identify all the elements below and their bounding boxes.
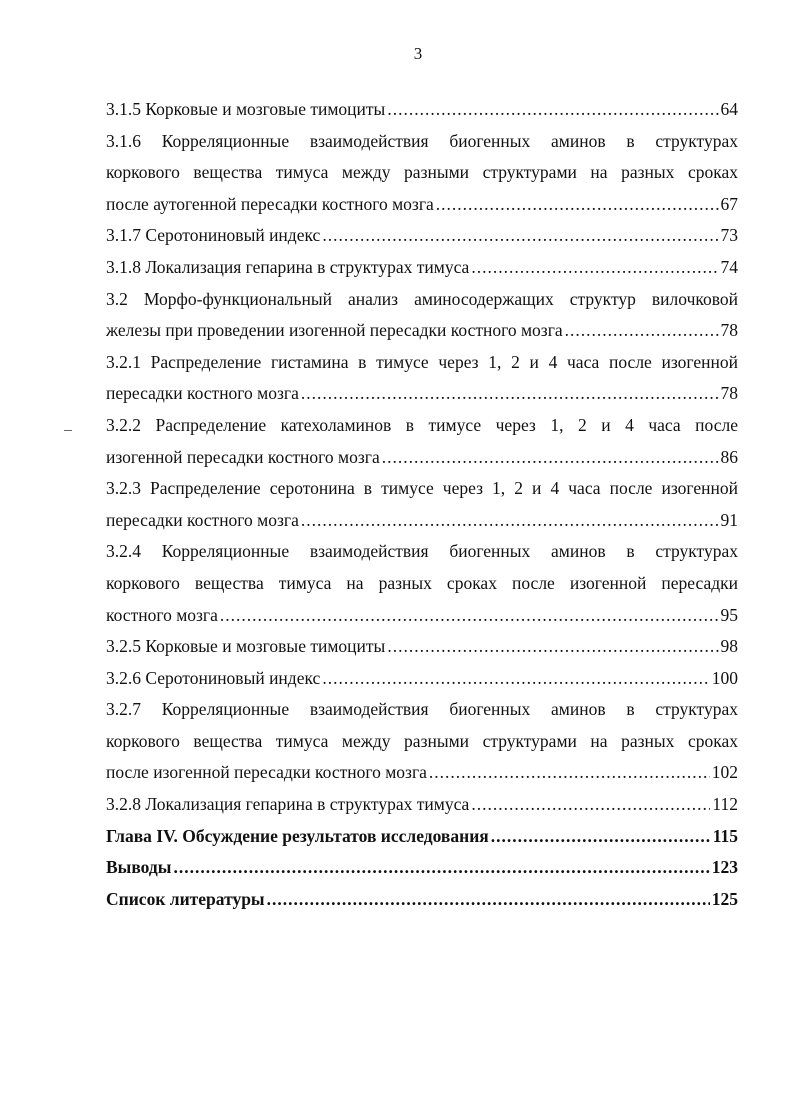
toc-dot-leader: [173, 852, 709, 884]
toc-dot-leader: [436, 189, 719, 221]
toc-dot-leader: [491, 821, 711, 853]
toc-entry-line: коркового вещества тимуса между разными структурами на разных сроках: [106, 162, 738, 183]
toc-entry-line: [106, 663, 738, 695]
toc-entry-text: 3.1.5 Корковые и мозговые тимоциты: [106, 99, 386, 119]
toc-entry-line: [106, 378, 738, 410]
toc-dot-leader: [322, 663, 709, 695]
toc-entry-text: 3.2.6 Серотониновый индекс: [106, 667, 321, 688]
toc-page-number: 123: [711, 857, 738, 878]
toc-entry-line: 3.2 Морфо-функциональный анализ аминосодержащих структур вилочковой: [106, 288, 738, 309]
toc-entry-line: [106, 631, 738, 663]
toc-page-number: 98: [720, 636, 738, 657]
toc-entry-line: 3.2.2 Распределение катехоламинов в тимусе через 1, 2 и 4 часа после: [106, 414, 738, 435]
toc-entry-text: Выводы: [106, 857, 172, 878]
toc-entry-line: [106, 442, 738, 474]
page-number: 3: [413, 44, 423, 63]
toc-entry-line: [106, 757, 738, 789]
toc-entry-line: [106, 884, 738, 916]
margin-mark: [64, 430, 72, 431]
toc-dot-leader: [220, 600, 719, 632]
toc-page-number: 115: [712, 825, 738, 846]
toc-dot-leader: [267, 884, 710, 916]
toc-page-number: 67: [720, 193, 738, 214]
toc-page-number: 100: [711, 667, 738, 688]
toc-entry-text: 3.1.8 Локализация гепарина в структурах тимуса: [106, 256, 470, 277]
toc-entry-text: пересадки костного мозга: [106, 509, 299, 530]
toc-entry-line: [106, 852, 738, 884]
toc-page-number: 64: [720, 99, 738, 119]
toc-entry-line: 3.2.3 Распределение серотонина в тимусе через 1, 2 и 4 часа после изогенной: [106, 478, 738, 499]
toc-entry-text: Список литературы: [106, 888, 265, 909]
toc-entry-text: пересадки костного мозга: [106, 383, 299, 404]
toc-entry-line: 3.2.1 Распределение гистамина в тимусе через 1, 2 и 4 часа после изогенной: [106, 351, 738, 372]
toc-page-number: 74: [720, 256, 738, 277]
toc-dot-leader: [429, 757, 710, 789]
toc-dot-leader: [387, 631, 718, 663]
toc-dot-leader: [565, 315, 719, 347]
toc-page-number: 95: [720, 604, 738, 625]
toc-entry-text: изогенной пересадки костного мозга: [106, 446, 380, 467]
toc-page-number: 78: [720, 320, 738, 341]
toc-entry-line: [106, 189, 738, 221]
toc-entry-line: [106, 252, 738, 284]
toc-page-number: 125: [711, 888, 738, 909]
toc-entry-text: 3.2.5 Корковые и мозговые тимоциты: [106, 636, 386, 657]
toc-page-number: 86: [720, 446, 738, 467]
toc-page-number: 112: [712, 794, 738, 815]
toc-entry-line: 3.1.6 Корреляционные взаимодействия биогенных аминов в структурах: [106, 130, 738, 151]
toc-entry-text: после изогенной пересадки костного мозга: [106, 762, 427, 783]
toc-entry-line: 3.2.4 Корреляционные взаимодействия биогенных аминов в структурах: [106, 541, 738, 562]
toc-entry-line: [106, 789, 738, 821]
toc-page-number: 91: [720, 509, 738, 530]
toc-entry-line: [106, 600, 738, 632]
toc-entry-line: [106, 94, 738, 126]
toc-entry-line: [106, 821, 738, 853]
toc-entry-line: 3.2.7 Корреляционные взаимодействия биогенных аминов в структурах: [106, 699, 738, 720]
toc-page-number: 102: [711, 762, 738, 783]
toc-dot-leader: [387, 94, 718, 126]
toc-dot-leader: [382, 442, 719, 474]
toc-dot-leader: [301, 378, 719, 410]
toc-entry-text: 3.2.8 Локализация гепарина в структурах тимуса: [106, 794, 470, 815]
toc-entry-line: [106, 315, 738, 347]
toc-entry-text: железы при проведении изогенной пересадки костного мозга: [106, 320, 563, 341]
toc-entry-line: [106, 220, 738, 252]
toc-dot-leader: [471, 252, 718, 284]
toc-entry-text: костного мозга: [106, 604, 218, 625]
toc-dot-leader: [322, 220, 718, 252]
toc-entry-line: коркового вещества тимуса на разных сроках после изогенной пересадки: [106, 572, 738, 593]
table-of-contents: [106, 94, 738, 915]
toc-dot-leader: [301, 505, 719, 537]
toc-entry-line: [106, 505, 738, 537]
toc-entry-text: Глава IV. Обсуждение результатов исследования: [106, 825, 489, 846]
toc-entry-text: 3.1.7 Серотониновый индекс: [106, 225, 321, 246]
toc-page-number: 78: [720, 383, 738, 404]
toc-entry-line: коркового вещества тимуса между разными структурами на разных сроках: [106, 730, 738, 751]
toc-entry-text: после аутогенной пересадки костного мозга: [106, 193, 434, 214]
toc-dot-leader: [471, 789, 710, 821]
toc-page-number: 73: [720, 225, 738, 246]
